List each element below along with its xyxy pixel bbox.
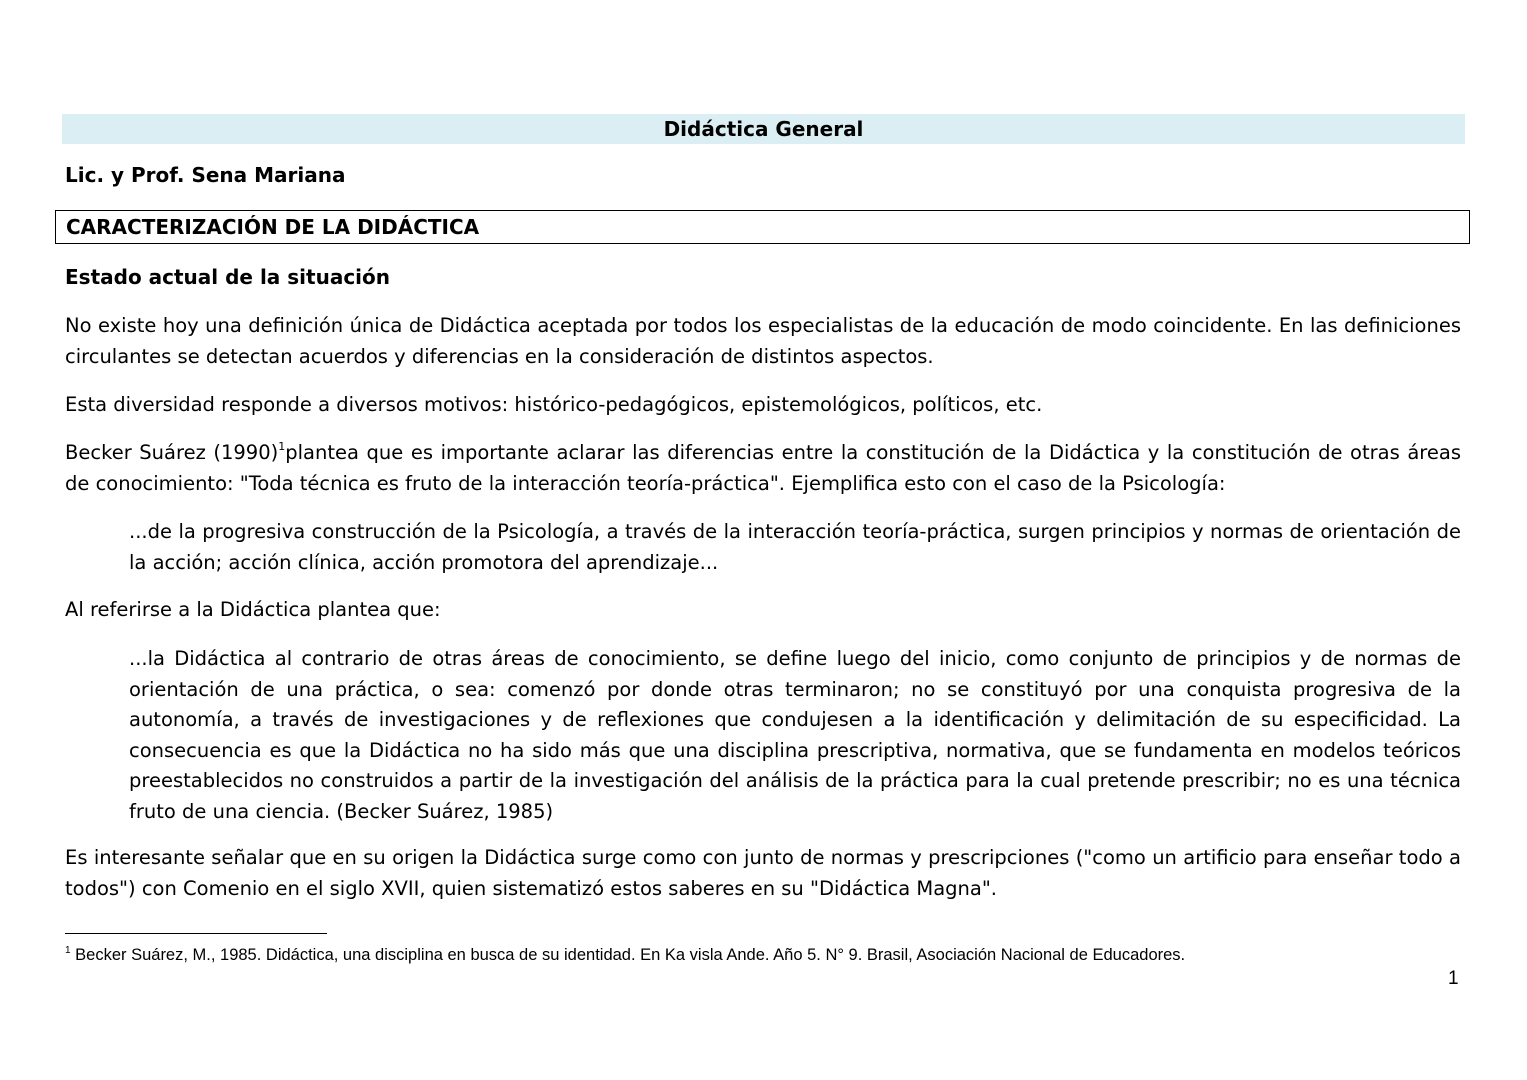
subheading: Estado actual de la situación [65, 265, 391, 289]
section-title-box [55, 210, 1470, 244]
paragraph-4: Al referirse a la Didáctica plantea que: [65, 598, 441, 621]
paragraph-1: No existe hoy una definición única de Didáctica aceptada por todos los especialistas de la educación de modo coincidente. En las definiciones circulantes se detectan acuerdos y diferencias en la consideración de distintos aspectos. [65, 314, 1461, 368]
footnote-text: Becker Suárez, M., 1985. Didáctica, una disciplina en busca de su identidad. En Ka visla Ande. Año 5. N° 9. Brasil, Asociación Nacional de Educadores. [70, 946, 1186, 964]
course-title-header [62, 114, 1465, 144]
block-quote-1: ...de la progresiva construcción de la Psicología, a través de la interacción teoría-práctica, surgen principios y normas de orientación de la acción; acción clínica, acción promotora del aprendizaje... [129, 520, 1461, 574]
page-number: 1 [1448, 968, 1459, 989]
paragraph-3-citation: Becker Suárez (1990) [65, 441, 279, 464]
paragraph-5: Es interesante señalar que en su origen la Didáctica surge como con junto de normas y prescripciones ("como un artificio para enseñar todo a todos") con Comenio en el siglo XVII, quien sistematizó estos saberes en su "Didáctica Magna". [65, 846, 1461, 900]
course-title: Didáctica General [663, 117, 864, 141]
section-title: CARACTERIZACIÓN DE LA DIDÁCTICA [66, 215, 480, 239]
author-line: Lic. y Prof. Sena Mariana [65, 163, 346, 187]
block-quote-2: ...la Didáctica al contrario de otras áreas de conocimiento, se define luego del inicio, como conjunto de principios y de normas de orientación de una práctica, o sea: comenzó por donde otras terminaron; no se constituyó por una conquista progresiva de la autonomía, a través de investigaciones y de reflexiones que condujesen a la identificación y delimitación de su especificidad. La consecuencia es que la Didáctica no ha sido más que una disciplina prescriptiva, normativa, que se fundamenta en modelos teóricos preestablecidos no construidos a partir de la investigación del análisis de la práctica para la cual pretende prescribir; no es una técnica fruto de una ciencia. (Becker Suárez, 1985) [129, 647, 1461, 823]
footnote-separator [65, 933, 327, 934]
paragraph-3-body: plantea que es importante aclarar las diferencias entre la constitución de la Didáctica y la constitución de otras áreas de conocimiento: "Toda técnica es fruto de la interacción teoría-práctica". Ejemplifica esto con el caso de la Psicología: [65, 441, 1461, 495]
paragraph-3 [65, 438, 1461, 499]
footnote [65, 943, 1185, 967]
footnote-reference[interactable]: 1 [278, 440, 286, 453]
paragraph-2: Esta diversidad responde a diversos motivos: histórico-pedagógicos, epistemológicos, políticos, etc. [65, 393, 1043, 416]
footnote-marker: 1 [65, 945, 71, 956]
